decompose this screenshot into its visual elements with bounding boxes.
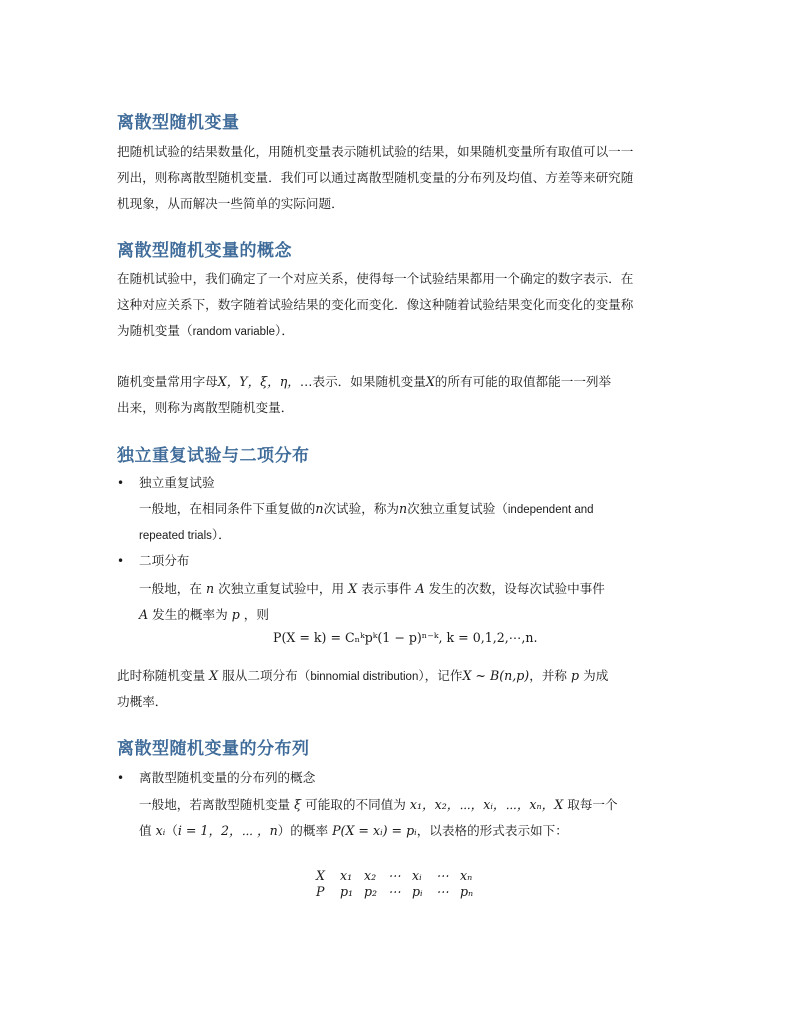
math: ξ	[294, 797, 302, 812]
text: 此时称随机变量	[117, 668, 206, 683]
section-title-binomial: 独立重复试验与二项分布	[117, 446, 310, 466]
text: ，则	[243, 607, 269, 622]
text: ）的概率	[277, 823, 329, 838]
paragraph-line: 机现象，从而解决一些简单的实际问题．	[117, 196, 344, 211]
english-term: independent and	[507, 504, 594, 516]
text: （	[165, 823, 178, 838]
paragraph-line: 把随机试验的结果数量化，用随机变量表示随机试验的结果，如果随机变量所有取值可以一一	[117, 144, 634, 159]
math: x₁，x₂，⋯，xᵢ，⋯，xₙ，X	[409, 797, 564, 812]
math: X，Y，ξ，η，	[217, 374, 300, 389]
math: A	[139, 607, 149, 622]
math: xᵢ	[155, 823, 166, 838]
dist-cell: x₁	[340, 868, 353, 883]
dist-cell: ⋯	[436, 868, 449, 883]
math: n	[399, 501, 408, 516]
math: n	[315, 501, 324, 516]
paragraph-line	[139, 576, 605, 602]
text: ）．	[211, 527, 231, 542]
text: 一般地，在相同条件下重复做的	[139, 501, 316, 516]
math: X	[209, 668, 219, 683]
text: 一般地，若离散型随机变量	[139, 797, 291, 812]
text: 服从二项分布（	[222, 668, 311, 683]
math: X	[425, 374, 435, 389]
text: 一般地，在	[139, 581, 202, 596]
text: 取每一个	[567, 797, 618, 812]
paragraph-line	[139, 792, 618, 818]
dist-cell: P	[316, 884, 325, 899]
bullet-title: 离散型随机变量的分布列的概念	[139, 770, 316, 785]
paragraph-line	[139, 522, 231, 549]
dist-cell: xₙ	[460, 868, 473, 883]
math: P(X = xᵢ) = pᵢ	[332, 823, 417, 838]
text: 次独立重复试验（	[407, 501, 508, 516]
text: 发生的概率为	[152, 607, 228, 622]
dist-cell: ⋯	[436, 884, 449, 899]
paragraph-line	[117, 369, 611, 395]
bullet-icon: •	[117, 476, 125, 490]
dist-cell: pᵢ	[412, 884, 423, 899]
paragraph-line	[117, 318, 294, 345]
distribution-row-p	[316, 884, 484, 899]
paragraph-line	[139, 496, 594, 523]
text: ）．	[275, 323, 294, 338]
dist-cell: x₂	[364, 868, 377, 883]
bullet-icon: •	[117, 771, 125, 785]
text: 随机变量常用字母	[117, 374, 218, 389]
english-term: repeated trials	[139, 530, 212, 542]
bullet-title: 二项分布	[139, 553, 190, 568]
math: n	[205, 581, 215, 596]
section-title-discrete-random-variable: 离散型随机变量	[117, 113, 240, 133]
paragraph-line: 功概率．	[117, 694, 168, 709]
text: 发生的次数，设每次试验中事件	[428, 581, 605, 596]
paragraph-line: 这种对应关系下，数字随着试验结果的变化而变化．像这种随着试验结果变化而变化的变量称	[117, 297, 634, 312]
english-term: random variable	[192, 326, 276, 338]
math: A	[415, 581, 425, 596]
dist-cell: ⋯	[388, 868, 401, 883]
text: ，并称	[529, 668, 568, 683]
text: 次试验，称为	[323, 501, 399, 516]
dist-cell: p₁	[340, 884, 354, 899]
section-title-concept: 离散型随机变量的概念	[117, 241, 292, 261]
text: ），记作	[418, 668, 463, 683]
text: 次独立重复试验中，用	[218, 581, 345, 596]
paragraph-line: 列出，则称离散型随机变量．我们可以通过离散型随机变量的分布列及均值、方差等来研究随	[117, 170, 634, 185]
paragraph-line	[117, 663, 608, 690]
dist-cell: xᵢ	[412, 868, 422, 883]
dist-cell: p₂	[364, 884, 378, 899]
text: 的所有可能的取值都能一一列举	[434, 374, 612, 389]
math: X	[348, 581, 358, 596]
bullet-title: 独立重复试验	[139, 475, 215, 490]
text: 值	[139, 823, 152, 838]
paragraph-line	[139, 602, 269, 628]
text: 可能取的不同值为	[305, 797, 406, 812]
dist-cell: X	[316, 868, 325, 883]
text: 为随机变量（	[117, 323, 193, 338]
dist-cell: ⋯	[388, 884, 401, 899]
math: X ~ B(n,p)	[462, 668, 530, 683]
paragraph-line	[139, 818, 568, 844]
paragraph-line: 在随机试验中，我们确定了一个对应关系，使得每一个试验结果都用一个确定的数字表示．在	[117, 271, 634, 286]
math: p	[231, 607, 240, 622]
english-term: binnomial distribution	[310, 671, 419, 683]
dist-cell: pₙ	[460, 884, 474, 899]
distribution-row-x	[316, 868, 484, 883]
paragraph-line: 出来，则称为离散型随机变量．	[117, 400, 294, 415]
math: i = 1，2，⋯ ，n	[177, 823, 278, 838]
math: p	[571, 668, 580, 683]
section-title-distribution: 离散型随机变量的分布列	[117, 739, 310, 759]
text: …表示．如果随机变量	[299, 374, 426, 389]
text: 表示事件	[361, 581, 412, 596]
text: 为成	[583, 668, 609, 683]
text: ，以表格的形式表示如下：	[416, 823, 568, 838]
bullet-icon: •	[117, 554, 125, 568]
binomial-formula: P(X = k) = Cₙᵏpᵏ(1 − p)ⁿ⁻ᵏ, k = 0,1,2,⋯,n.	[273, 630, 538, 645]
